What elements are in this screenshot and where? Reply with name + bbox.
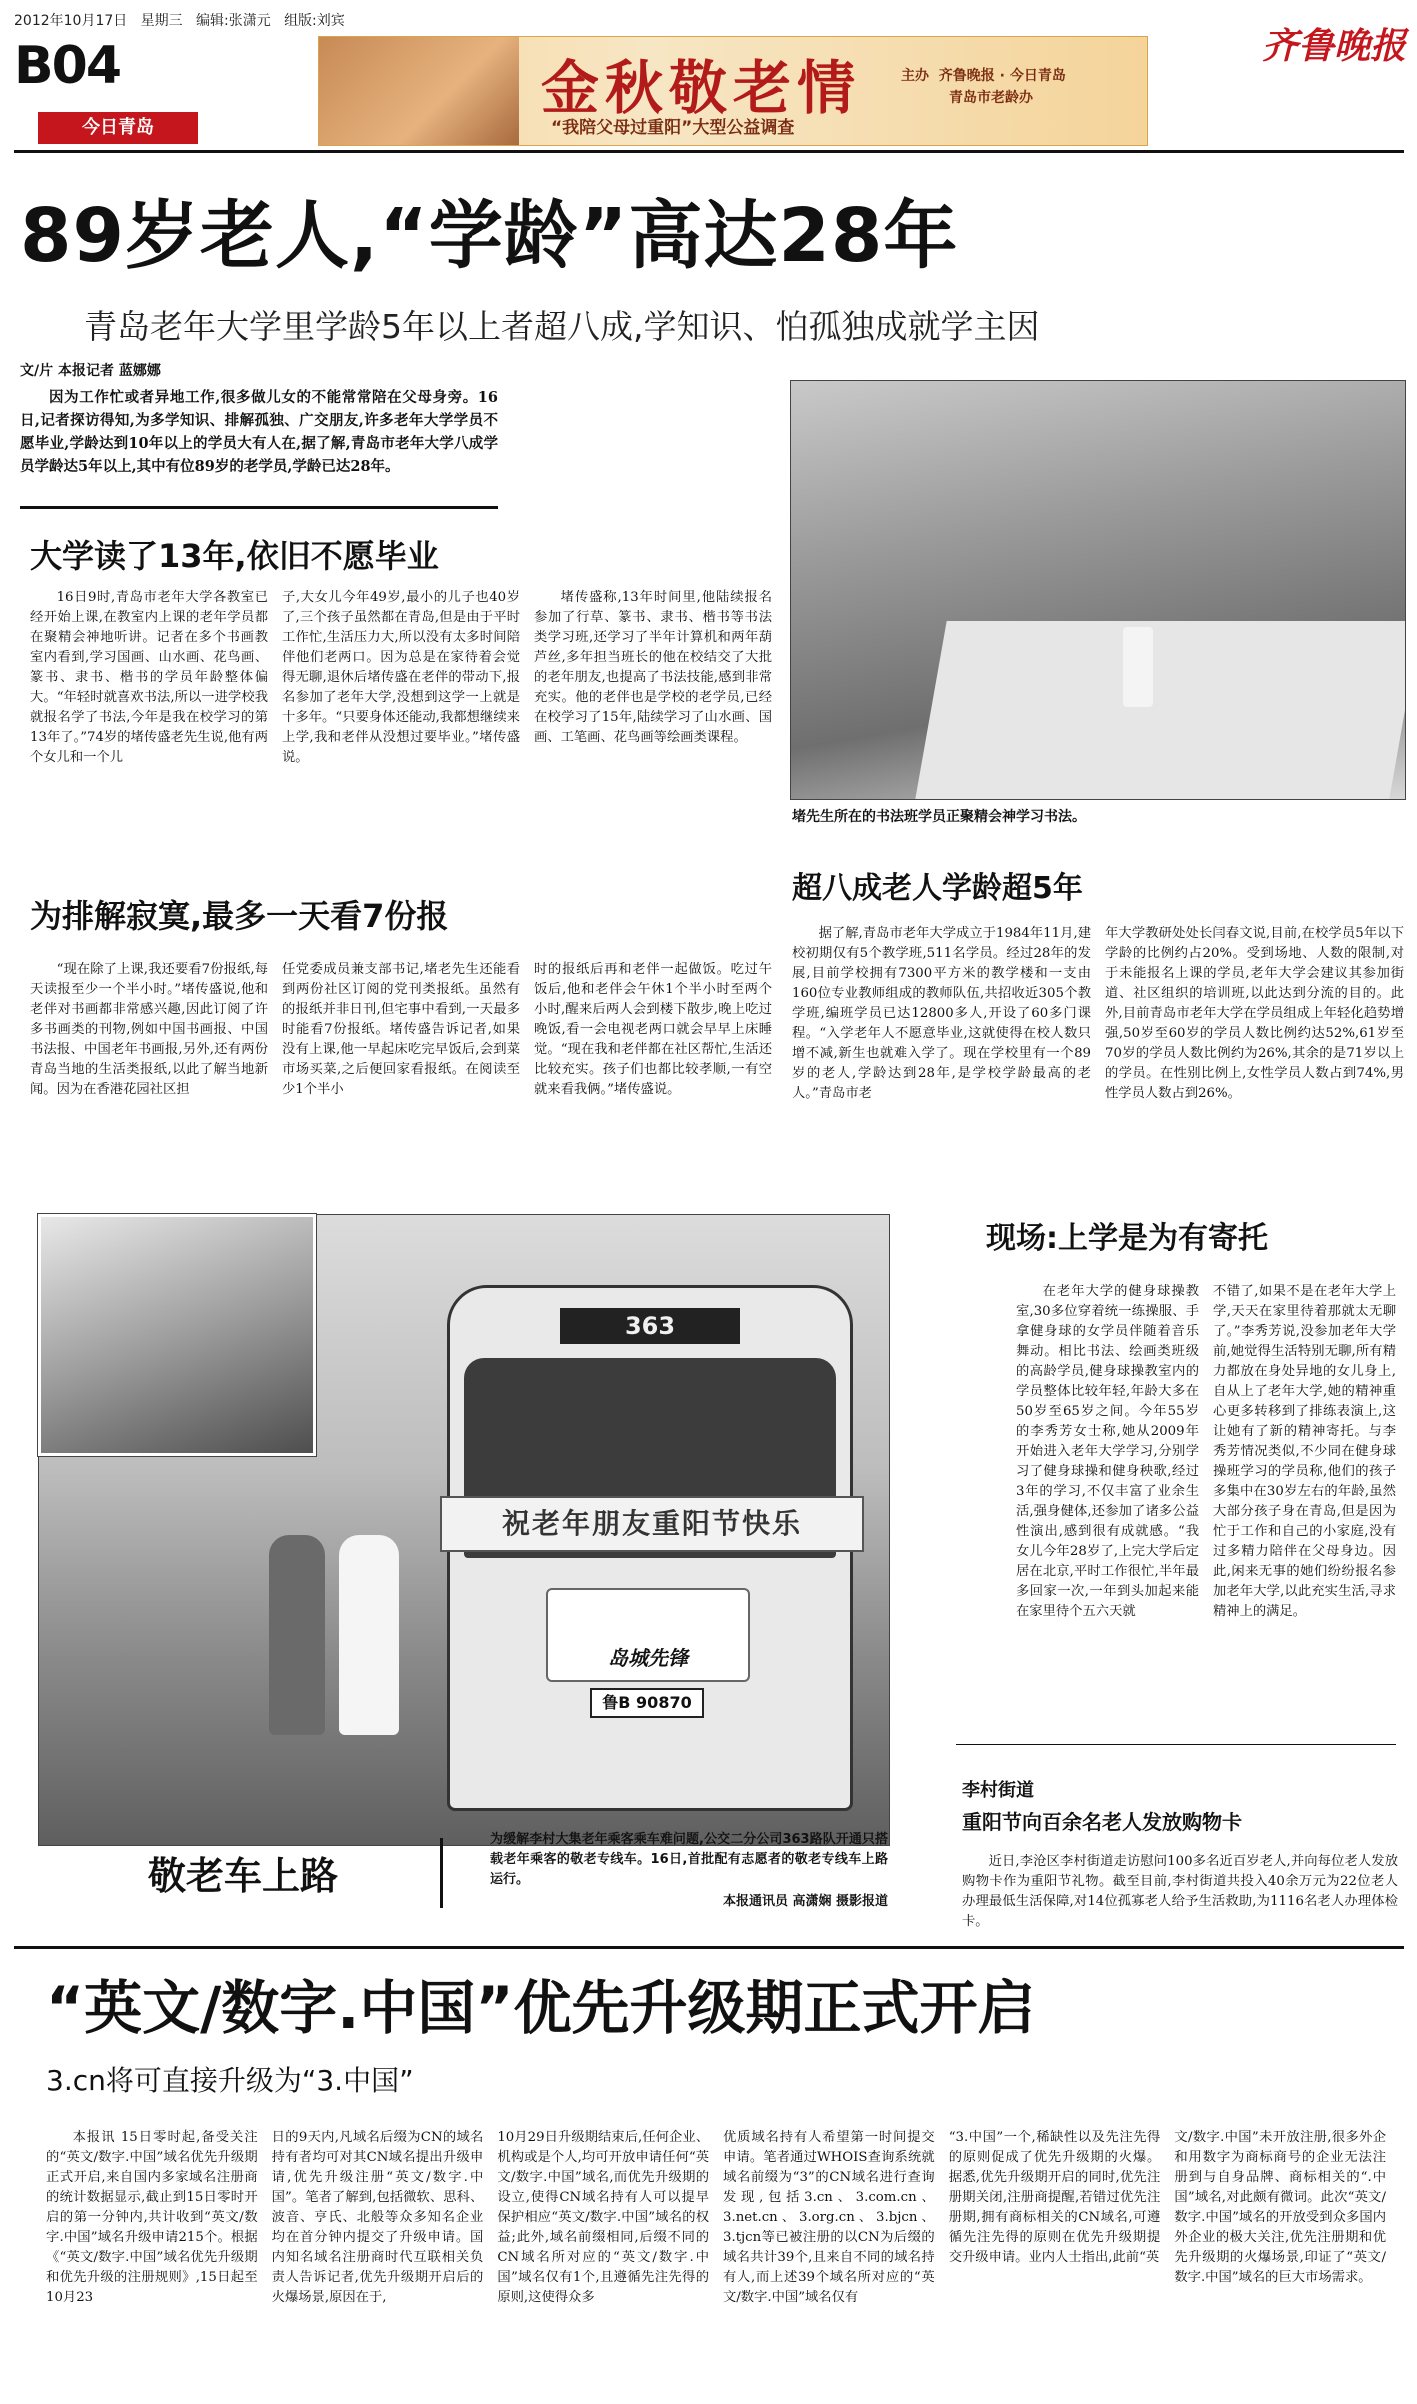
bus-body bbox=[447, 1285, 853, 1811]
bus-inset-photo bbox=[38, 1214, 316, 1456]
banner-title: 金秋敬老情 bbox=[541, 54, 862, 122]
brief-title: 重阳节向百余名老人发放购物卡 bbox=[962, 1810, 1242, 1834]
sec1-col-1 bbox=[30, 588, 268, 864]
banner-subtitle: “我陪父母过重阳”大型公益调查 bbox=[551, 118, 795, 138]
sec1-text-1: 16日9时,青岛市老年大学各教室已经开始上课,在教室内上课的老年学员都在聚精会神地听讲。记者在多个书画教室内看到,学习国画、山水画、花鸟画、篆书、隶书、楷书的学员年龄整体偏大。“年轻时就喜欢书法,所以一进学校我就报名学了书法,今年是我在校学习的第13年了。”74岁的堵传盛老先生说,他有两个女儿和一个儿 bbox=[30, 590, 268, 765]
sec4-col-2 bbox=[1213, 1282, 1396, 1718]
sec2-text-2: 任党委成员兼支部书记,堵老先生还能看到两份社区订阅的党刊类报纸。虽然有的报纸并非日刊,但宅事中看到,一天最多时能看7份报纸。堵传盛告诉记者,如果没有上课,他一早起床吃完早饭后,会到菜市场买菜,之后便回家看报纸。在阅读至少1个半小 bbox=[282, 962, 520, 1097]
sec1-text-2: 子,大女儿今年49岁,最小的儿子也40岁了,三个孩子虽然都在青岛,但是由于平时工作忙,生活压力大,所以没有太多时间陪伴他们老两口。因为总是在家待着会觉得无聊,退休后堵传盛在老伴的带动下,报名参加了老年大学,没想到这学一上就是十多年。“只要身体还能动,我都想继续来上学,我和老伴从没想过要毕业。”堵传盛说。 bbox=[282, 590, 520, 765]
section-2-columns bbox=[30, 960, 772, 1206]
sec2-col-1 bbox=[30, 960, 268, 1206]
lead-subhead: 青岛老年大学里学龄5年以上者超八成,学知识、怕孤独成就学主因 bbox=[84, 307, 1040, 346]
section-title-2: 为排解寂寞,最多一天看7份报 bbox=[30, 897, 449, 935]
sec3-text-2: 年大学教研处处长闫春文说,目前,在校学员5年以下学龄的比例约占20%。受到场地、人数的限制,对于未能报名上课的学员,老年大学会建议其参加街道、社区组织的培训班,以此达到分流的目的。此外,目前青岛市老年大学在学员组成上年轻化趋势增强,50岁至60岁的学员人数比例约达52%,61岁至70岁的学员人数比例约为26%,其余的是71岁以上的学员。在性别比例上,女性学员人数占到74%,男性学员人数占到26%。 bbox=[1105, 926, 1404, 1101]
bottom-text-6: 文/数字.中国”未开放注册,很多外企和用数字为商标商号的企业无法注册到与自身品牌、商标相关的“.中国”域名,对此颇有微词。此次“英文/数字.中国”域名的开放受到众多国内外企业的极大关注,优先注册期和优先升级期的火爆场景,印证了“英文/数字.中国”域名的巨大市场需求。 bbox=[1174, 2130, 1387, 2285]
bus-credit: 本报通讯员 高潇娴 摄影报道 bbox=[722, 1894, 888, 1909]
bus-feature-title: 敬老车上路 bbox=[148, 1854, 339, 1898]
sponsor-1: 齐鲁晚报 · 今日青岛 bbox=[938, 68, 1066, 84]
section-title-3: 超八成老人学龄超5年 bbox=[792, 871, 1083, 906]
photo-bottle bbox=[1123, 627, 1153, 707]
issue-date: 2012年10月17日 bbox=[14, 13, 128, 29]
sec4-text-1: 在老年大学的健身球操教室,30多位穿着统一练操服、手拿健身球的女学员伴随着音乐舞动。相比书法、绘画类班级的高龄学员,健身球操教室内的学员整体比较年轻,年龄大多在50岁至65岁之间。今年55岁的李秀芳女士称,她从2009年开始进入老年大学学习,分别学习了健身球操和健身秧歌,经过3年的学习,不仅丰富了业余生活,强身健体,还参加了诸多公益性演出,感到很有成就感。“我女儿今年28岁了,上完大学后定居在北京,平时工作很忙,半年最多回家一次,一年到头加起来能在家里待个五六天就 bbox=[1016, 1284, 1199, 1619]
sec1-col-3 bbox=[534, 588, 772, 864]
lead-intro-text: 因为工作忙或者异地工作,很多做儿女的不能常常陪在父母身旁。16日,记者探访得知,为多学知识、排解孤独、广交朋友,许多老年大学学员不愿毕业,学龄达到10年以上的学员大有人在,据了解,青岛市老年大学八成学员学龄达5年以上,其中有位89岁的老学员,学龄已达28年。 bbox=[20, 389, 498, 475]
bottom-text-2: 日的9天内,凡域名后缀为CN的域名持有者均可对其CN域名提出升级申请,优先升级注册“英文/数字.中国”。笔者了解到,包括微软、思科、波音、亨氏、北般等众多知名企业均在首分钟内提交了升级申请。国内知名域名注册商时代互联相关负责人告诉记者,优先升级期开启后的火爆场景,原因在于, bbox=[271, 2130, 484, 2305]
section-3-columns bbox=[792, 924, 1404, 1224]
bus-caption bbox=[490, 1830, 888, 1912]
bottom-col-6 bbox=[1174, 2128, 1386, 2398]
brief-rule bbox=[956, 1744, 1396, 1745]
brief-body: 近日,李沧区李村街道走访慰问100多名近百岁老人,并向每位老人发放购物卡作为重阳节礼物。截至目前,李村街道共投入40余万元为22位老人办理最低生活保障,对14位孤寡老人给予生活救助,为1116名老人办理体检卡。 bbox=[962, 1854, 1398, 1929]
sec4-col-1 bbox=[1016, 1282, 1199, 1718]
intro-rule bbox=[20, 506, 498, 509]
layout-credit: 组版:刘宾 bbox=[284, 13, 345, 29]
section-tab: 今日青岛 bbox=[38, 112, 198, 144]
sec3-col-1 bbox=[792, 924, 1091, 1224]
sec3-col-2 bbox=[1105, 924, 1404, 1224]
bottom-text-5: “3.中国”一个,稀缺性以及先注先得的原则促成了优先升级期的火爆。据悉,优先升级期开启的同时,优先注册期关闭,注册商提醒,若错过优先注册期,拥有商标相关的CN域名,可遵循先注先得的原则在优先升级期提交升级申请。业内人士指出,此前“英 bbox=[948, 2130, 1161, 2265]
brief-kicker: 李村街道 bbox=[962, 1780, 1034, 1801]
page-number: B04 bbox=[14, 36, 120, 96]
bus-plate: 鲁B 90870 bbox=[590, 1688, 704, 1718]
bus-logo: 岛城先锋 bbox=[608, 1646, 688, 1670]
section-1-columns bbox=[30, 588, 772, 864]
section-title-1: 大学读了13年,依旧不愿毕业 bbox=[30, 537, 439, 575]
bus-windshield-banner: 祝老年朋友重阳节快乐 bbox=[440, 1496, 864, 1552]
bottom-text-3: 10月29日升级期结束后,任何企业、机构或是个人,均可开放申请任何“英文/数字.中国”域名,而优先升级期的设立,使得CN域名持有人可以提早保护相应“英文/数字.中国”域名的权益;此外,域名前缀相同,后缀不同的CN域名所对应的“英文/数字.中国”域名仅有1个,且遵循先注先得的原则,这使得众多 bbox=[497, 2130, 710, 2305]
brief-text bbox=[962, 1852, 1398, 1932]
photo-table bbox=[915, 621, 1406, 799]
sec2-text-1: “现在除了上课,我还要看7份报纸,每天读报至少一个半小时。”堵传盛说,他和老伴对书画都非常感兴趣,因此订阅了许多书画类的刊物,例如中国书画报、中国书法报、中国老年书画报,另外,还有两份青岛当地的生活类报纸,以此了解当地新闻。因为在香港花园社区担 bbox=[30, 962, 268, 1097]
sec1-text-3: 堵传盛称,13年时间里,他陆续报名参加了行草、篆书、隶书、楷书等书法类学习班,还学习了半年计算机和两年葫芦丝,多年担当班长的他在校结交了大批的老年朋友,也提高了书法技能,感到非常充实。他的老伴也是学校的老学员,已经在校学习了15年,陆续学习了山水画、国画、工笔画、花鸟画等绘画类课程。 bbox=[534, 590, 772, 745]
elderly-figure bbox=[269, 1535, 325, 1735]
campaign-banner bbox=[318, 36, 1148, 146]
bus-logo-panel bbox=[546, 1588, 750, 1682]
sec2-text-3: 时的报纸后再和老伴一起做饭。吃过午饭后,他和老伴会午休1个半小时至两个小时,醒来后两人会到楼下散步,晚上吃过晚饭,看一会电视老两口就会早早上床睡觉。“现在我和老伴都在社区帮忙,生活还比较充实。孩子们也都比较孝顺,一有空就来看我俩。”堵传盛说。 bbox=[534, 962, 772, 1097]
sec3-text-1: 据了解,青岛市老年大学成立于1984年11月,建校初期仅有5个教学班,511名学员。经过28年的发展,目前学校拥有7300平方米的教学楼和一支由160位专业教师组成的教师队伍,共招收近305个教学班,编班学员已达12800多人,开设了60多门课程。“入学老年人不愿意毕业,这就使得在校人数只增不减,新生也就难入学了。现在学校里有一个89岁的老人,学龄达到28年,是学校学龄最高的老人。”青岛市老 bbox=[792, 926, 1091, 1101]
bottom-col-5 bbox=[949, 2128, 1161, 2398]
masthead-logo: 齐鲁晚报 bbox=[1262, 25, 1407, 67]
section-4-columns bbox=[1016, 1282, 1396, 1718]
calligraphy-class-photo bbox=[790, 380, 1406, 800]
banner-hands-photo bbox=[319, 37, 519, 145]
lead-intro bbox=[20, 386, 498, 478]
bus-route-sign: 363 bbox=[560, 1308, 740, 1344]
lead-headline: 89岁老人,“学龄”高达28年 bbox=[20, 193, 959, 279]
bus-caption-divider bbox=[440, 1838, 443, 1908]
photo-caption-calligraphy: 堵先生所在的书法班学员正聚精会神学习书法。 bbox=[792, 809, 1086, 825]
bottom-text-1: 本报讯 15日零时起,备受关注的“英文/数字.中国”域名优先升级期正式开启,来自国内多家域名注册商的统计数据显示,截止到15日零时开启的第一分钟内,共计收到“英文/数字.中国”域名升级申请215个。根据《“英文/数字.中国”域名优先升级期和优先升级的注册规则》,15日起至10月23 bbox=[46, 2130, 258, 2305]
sec2-col-3 bbox=[534, 960, 772, 1206]
sec1-col-2 bbox=[282, 588, 520, 864]
volunteer-figure bbox=[339, 1535, 399, 1735]
sponsor-label: 主办 bbox=[901, 68, 929, 84]
bottom-col-2 bbox=[272, 2128, 484, 2398]
editor-credit: 编辑:张潇元 bbox=[195, 13, 271, 29]
bottom-subhead: 3.cn将可直接升级为“3.中国” bbox=[46, 2064, 414, 2097]
sec4-text-2: 不错了,如果不是在老年大学上学,天天在家里待着那就太无聊了。”李秀芳说,没参加老年大学前,她觉得生活特别无聊,所有精力都放在身处异地的女儿身上,自从上了老年大学,她的精神重心更多转移到了排练表演上,这让她有了新的精神寄托。与李秀芳情况类似,不少同在健身球操班学习的学员称,他们的孩子多集中在30岁左右的年龄,虽然大部分孩子身在青岛,但是因为忙于工作和自己的小家庭,没有过多精力陪伴在父母身边。因此,闲来无事的她们纷纷报名参加老年大学,以此充实生活,寻求精神上的满足。 bbox=[1213, 1284, 1396, 1619]
issue-weekday: 星期三 bbox=[140, 13, 183, 29]
bottom-columns bbox=[46, 2128, 1386, 2398]
header-date-line bbox=[14, 10, 345, 30]
bottom-col-4 bbox=[723, 2128, 935, 2398]
bottom-headline: “英文/数字.中国”优先升级期正式开启 bbox=[46, 1974, 1036, 2042]
sponsor-block bbox=[901, 65, 1066, 109]
bottom-col-3 bbox=[497, 2128, 709, 2398]
lead-byline: 文/片 本报记者 蓝娜娜 bbox=[20, 363, 161, 379]
header-rule bbox=[14, 150, 1404, 153]
bottom-story-rule bbox=[14, 1946, 1404, 1949]
bottom-text-4: 优质域名持有人希望第一时间提交申请。笔者通过WHOIS查询系统就域名前缀为“3”的CN域名进行查询发现,包括3.cn、3.com.cn、3.net.cn、3.org.cn、3.bjcn、3.tjcn等已被注册的以CN为后缀的域名共计39个,且来自不同的域名持有人,而上述39个域名所对应的“英文/数字.中国”域名仅有 bbox=[723, 2130, 935, 2305]
section-title-4: 现场:上学是为有寄托 bbox=[986, 1221, 1268, 1256]
bus-caption-text: 为缓解李村大集老年乘客乘车难问题,公交二分公司363路队开通只搭载老年乘客的敬老专线车。16日,首批配有志愿者的敬老专线车上路运行。 bbox=[490, 1832, 888, 1887]
bottom-col-1 bbox=[46, 2128, 258, 2398]
sponsor-2: 青岛市老龄办 bbox=[949, 90, 1033, 106]
sec2-col-2 bbox=[282, 960, 520, 1206]
